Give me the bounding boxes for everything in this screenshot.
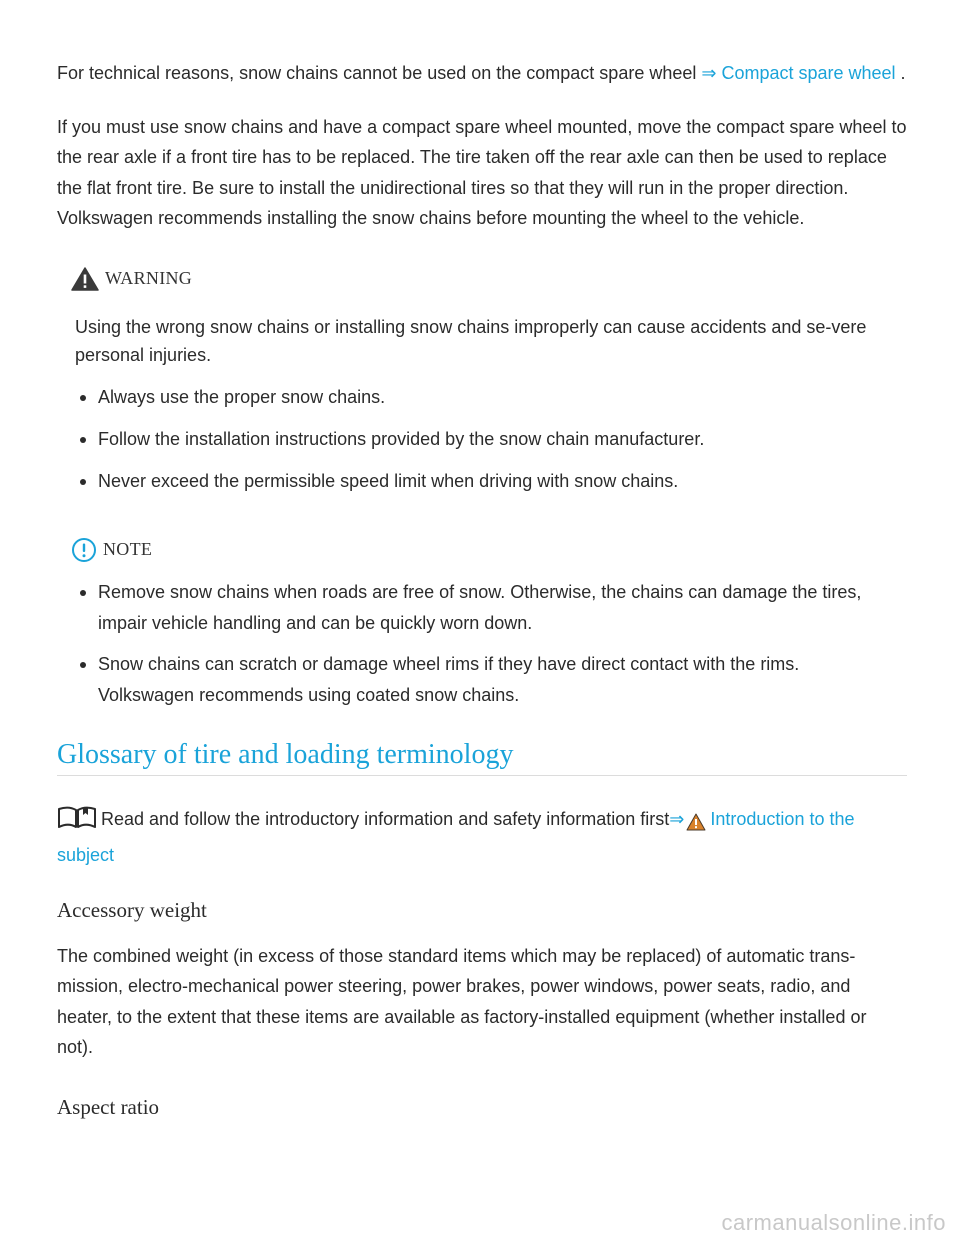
warning-list <box>71 382 891 497</box>
note-item: Snow chains can scratch or damage wheel rims if they have direct contact with the rims. Volkswagen recommends using coated snow chains. <box>71 649 891 711</box>
section-title: Glossary of tire and loading terminology <box>57 737 907 776</box>
compact-spare-end: . <box>895 63 906 83</box>
intro-arrow-link[interactable]: ⇒ <box>669 808 685 829</box>
warning-lead-text: Using the wrong snow chains or installing snow chains improperly can cause accidents and se-vere personal injuries. <box>75 316 867 365</box>
warning-triangle-icon <box>71 267 99 291</box>
compact-spare-link[interactable]: ⇒ Compact spare wheel <box>701 63 896 83</box>
intro-paragraph <box>57 804 907 871</box>
note-item: Remove snow chains when roads are free of snow. Otherwise, the chains can damage the tires, impair vehicle handling and can be quickly worn down. <box>71 577 891 639</box>
note-list <box>71 577 891 711</box>
warning-header <box>71 264 891 294</box>
accessory-weight-heading: Accessory weight <box>57 897 207 922</box>
book-icon <box>57 805 97 839</box>
snow-chain-instructions-paragraph: If you must use snow chains and have a compact spare wheel mounted, move the compact spare wheel to the rear axle if a front tire has to be replaced. The tire taken off the rear axle can then be used to replace the flat front tire. Be sure to install the unidirectional tires so that they will run in the proper direction. Volkswagen recommends installing the snow chains before mounting the wheel to the vehicle. <box>57 116 907 228</box>
exclamation-circle-icon <box>71 537 97 563</box>
warning-item: Never exceed the permissible speed limit when driving with snow chains. <box>71 466 891 497</box>
warning-item: Follow the installation instructions provided by the snow chain manufacturer. <box>71 424 891 455</box>
introduction-link[interactable]: Introduction to the subject <box>57 808 855 865</box>
aspect-ratio-heading: Aspect ratio <box>57 1094 160 1119</box>
note-header <box>71 535 891 565</box>
note-callout <box>71 535 891 711</box>
watermark-text: carmanualsonline.info <box>721 1210 946 1235</box>
warning-callout <box>71 264 891 497</box>
warning-item: Always use the proper snow chains. <box>71 382 891 413</box>
intro-text: Read and follow the introductory information and safety information first <box>101 808 670 829</box>
compact-spare-text: For technical reasons, snow chains cannot be used on the compact spare wheel <box>57 63 702 83</box>
note-label: NOTE <box>103 539 153 559</box>
manual-page <box>57 58 907 1122</box>
compact-spare-paragraph <box>57 58 907 89</box>
warning-label: WARNING <box>105 268 193 288</box>
accessory-weight-text: The combined weight (in excess of those standard items which may be replaced) of automatic trans-mission, electro-mechanical power steering, power brakes, power windows, power seats, radio, and heater, to the extent that these items are available as factory-installed equipment (whether installed or not). <box>57 945 867 1057</box>
small-warning-icon <box>686 810 706 841</box>
